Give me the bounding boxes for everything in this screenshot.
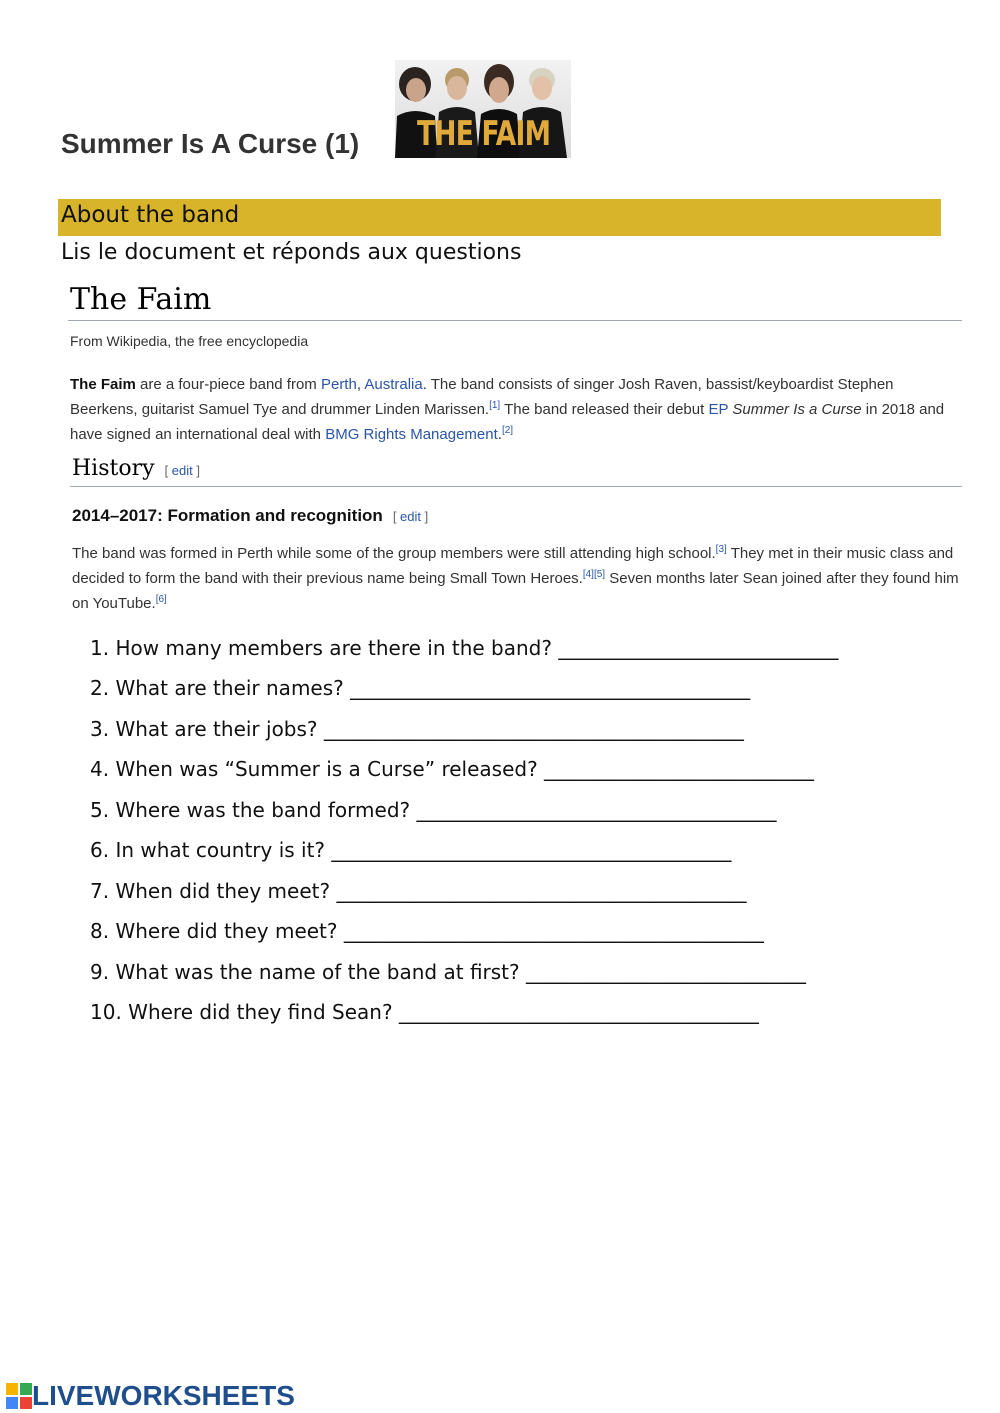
wiki-tagline: From Wikipedia, the free encyclopedia xyxy=(70,333,309,349)
ep-title: Summer Is a Curse xyxy=(732,401,862,418)
instruction-text: Lis le document et réponds aux questions xyxy=(61,240,522,265)
formation-subheading: 2014–2017: Formation and recognition [ edit ] xyxy=(72,506,429,525)
question-2[interactable]: 2. What are their names? ________________________________________ xyxy=(90,676,751,700)
link-ep[interactable]: EP xyxy=(708,401,729,418)
question-3[interactable]: 3. What are their jobs? __________________________________________ xyxy=(90,717,744,741)
title-divider xyxy=(68,320,962,321)
question-4[interactable]: 4. When was “Summer is a Curse” released? ___________________________ xyxy=(90,757,815,781)
link-perth[interactable]: Perth xyxy=(320,376,357,393)
wiki-article-title: The Faim xyxy=(70,282,212,317)
question-6[interactable]: 6. In what country is it? ________________________________________ xyxy=(90,838,732,862)
question-10[interactable]: 10. Where did they find Sean? ____________________________________ xyxy=(90,1000,759,1024)
liveworksheets-logo xyxy=(6,1380,295,1412)
question-5[interactable]: 5. Where was the band formed? ____________________________________ xyxy=(90,798,777,822)
section-header-bar xyxy=(58,199,941,236)
question-8[interactable]: 8. Where did they meet? __________________________________________ xyxy=(90,919,764,943)
question-7[interactable]: 7. When did they meet? _________________________________________ xyxy=(90,879,747,903)
history-divider xyxy=(70,486,962,487)
reference-2[interactable]: [2] xyxy=(501,425,514,436)
band-photo xyxy=(395,60,571,158)
link-australia[interactable]: Australia xyxy=(364,376,423,393)
history-heading: History [ edit ] xyxy=(72,456,200,481)
band-name-bold: The Faim xyxy=(70,376,136,393)
liveworksheets-logo-text: LIVEWORKSHEETS xyxy=(32,1380,295,1411)
history-edit-link[interactable]: [ edit ] xyxy=(164,463,200,478)
wiki-history-paragraph: The band was formed in Perth while some of the group members were still attending high school.[3] They met in their music class and decided to form the band with their previous name being Small Town Heroes.[4][5] Seven months later Sean joined after they found him on YouTube.[6] xyxy=(72,544,959,612)
link-bmg[interactable]: BMG Rights Management xyxy=(325,426,498,443)
question-9[interactable]: 9. What was the name of the band at first? ____________________________ xyxy=(90,960,806,984)
wiki-intro-paragraph: The Faim are a four-piece band from Perth, Australia. The band consists of singer Josh Raven, bassist/keyboardist Stephen Beerkens, guitarist Samuel Tye and drummer Linden Marissen.[1] The band released their debut EP Summer Is a Curse in 2018 and have signed an international deal with BMG Rights Management.[2] xyxy=(70,376,945,443)
reference-4-5[interactable]: [4][5] xyxy=(582,569,606,580)
reference-1[interactable]: [1] xyxy=(489,400,501,411)
reference-6[interactable]: [6] xyxy=(155,594,167,605)
worksheet-title: Summer Is A Curse (1) xyxy=(61,128,360,159)
band-logo-text: THE FAIM xyxy=(417,114,551,154)
question-1[interactable]: 1. How many members are there in the band? ____________________________ xyxy=(90,636,839,660)
liveworksheets-icon xyxy=(6,1383,32,1409)
formation-edit-link[interactable]: [ edit ] xyxy=(392,509,429,524)
section-header: About the band xyxy=(61,202,240,228)
reference-3[interactable]: [3] xyxy=(715,544,727,555)
